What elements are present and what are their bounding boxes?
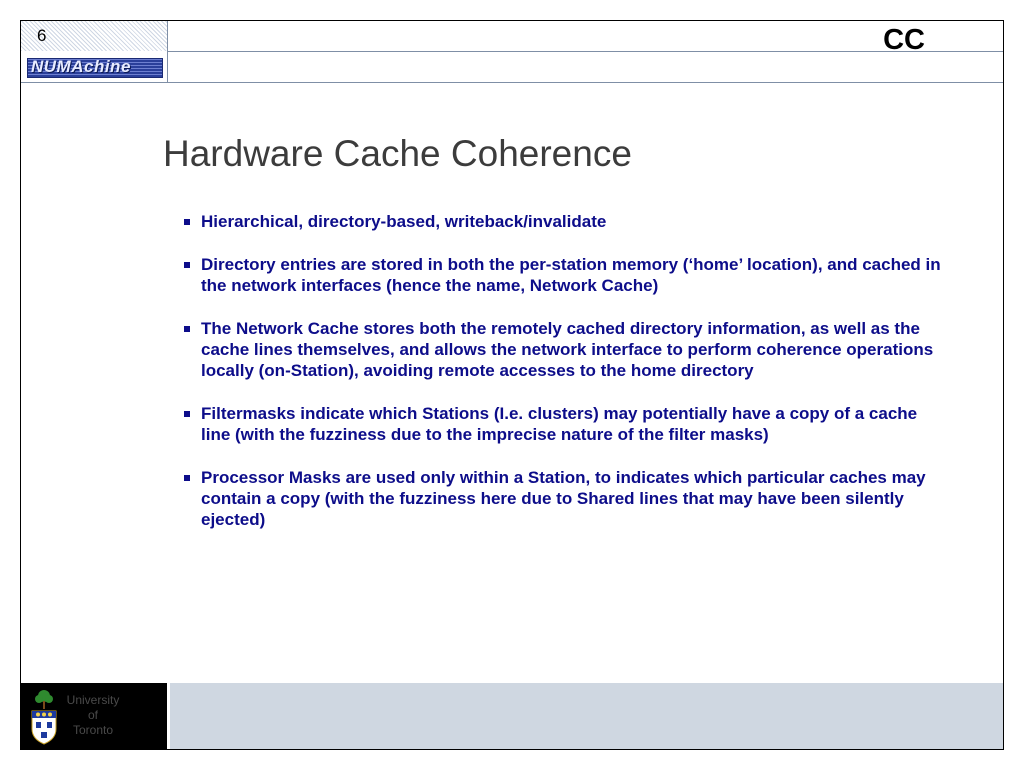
bullet-square-icon	[184, 262, 190, 268]
bullet-item	[181, 403, 951, 445]
bullet-list	[181, 211, 951, 552]
university-logo-panel	[21, 683, 167, 749]
bullet-item	[181, 211, 951, 232]
bullet-text: Filtermasks indicate which Stations (I.e. clusters) may potentially have a copy of a cache line (with the fuzziness due to the imprecise nature of the filter masks)	[201, 404, 918, 444]
numachine-logo	[21, 51, 168, 83]
bullet-square-icon	[184, 411, 190, 417]
header-rule-bottom	[167, 82, 1003, 83]
page-number: 6	[37, 26, 47, 45]
slide-frame	[20, 20, 1004, 750]
bullet-text: Processor Masks are used only within a Station, to indicates which particular caches may contain a copy (with the fuzziness here due to Shared lines that may have been silently ejected)	[201, 468, 926, 529]
logo-text: NUMAchine	[31, 57, 131, 76]
course-code: CC	[883, 24, 925, 56]
university-line-1: University	[66, 693, 120, 707]
bullet-square-icon	[184, 475, 190, 481]
bullet-text: Directory entries are stored in both the per-station memory (‘home’ location), and cached in the network interfaces (hence the name, Network Cache)	[201, 255, 941, 295]
university-crest-icon	[29, 689, 59, 745]
page-number-box	[21, 21, 168, 52]
university-name	[61, 693, 125, 738]
bullet-text: The Network Cache stores both the remotely cached directory information, as well as the cache lines themselves, and allows the network interface to perform coherence operations locally (on-Station), avoiding remote accesses to the home directory	[201, 319, 934, 380]
bullet-item	[181, 467, 951, 530]
bullet-item	[181, 318, 951, 381]
slide-title: Hardware Cache Coherence	[163, 133, 632, 174]
footer-band	[170, 683, 1003, 749]
bullet-square-icon	[184, 326, 190, 332]
bullet-text: Hierarchical, directory-based, writeback/invalidate	[201, 212, 607, 231]
bullet-square-icon	[184, 219, 190, 225]
university-line-2: of	[87, 708, 98, 722]
bullet-item	[181, 254, 951, 296]
header-rule-top	[167, 51, 1003, 52]
university-line-3: Toronto	[72, 723, 114, 737]
